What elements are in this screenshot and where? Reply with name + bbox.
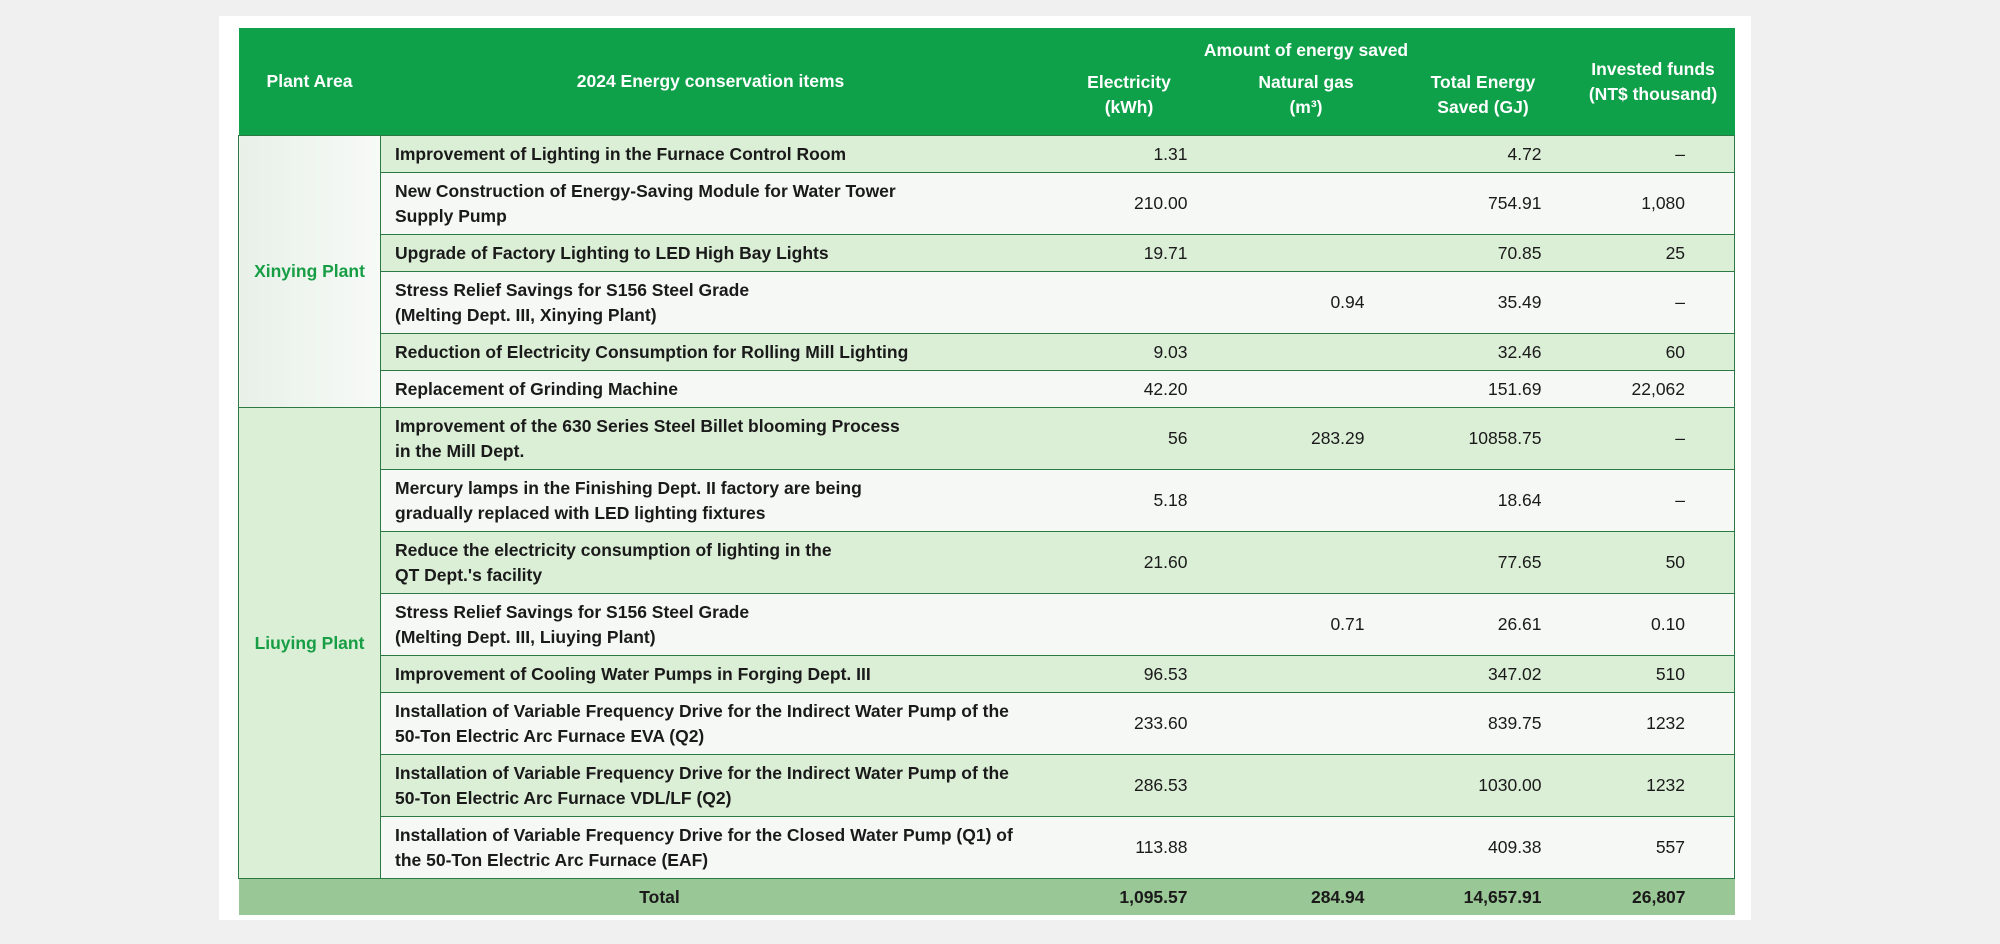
table-row	[239, 594, 1735, 656]
total-energy-value: 151.69	[1395, 371, 1572, 408]
natural-gas-value	[1218, 755, 1395, 817]
total-energy-value: 35.49	[1395, 272, 1572, 334]
total-energy-value: 347.02	[1395, 656, 1572, 693]
invested-funds-value: 60	[1572, 334, 1735, 371]
total-energy: 14,657.91	[1395, 879, 1572, 916]
electricity-value: 19.71	[1041, 235, 1218, 272]
conservation-item: Improvement of Lighting in the Furnace Control Room	[381, 136, 1041, 173]
table-row	[239, 334, 1735, 371]
natural-gas-value	[1218, 173, 1395, 235]
plant-area-xinying: Xinying Plant	[239, 136, 381, 408]
natural-gas-value	[1218, 817, 1395, 879]
invested-funds-value: –	[1572, 408, 1735, 470]
header-plant-area: Plant Area	[239, 28, 381, 136]
header-total-energy: Total Energy Saved (GJ)	[1395, 63, 1572, 136]
total-energy-value: 4.72	[1395, 136, 1572, 173]
natural-gas-value	[1218, 656, 1395, 693]
invested-funds-value: 1232	[1572, 693, 1735, 755]
table-row	[239, 755, 1735, 817]
table-row	[239, 693, 1735, 755]
conservation-item: Replacement of Grinding Machine	[381, 371, 1041, 408]
electricity-value: 233.60	[1041, 693, 1218, 755]
electricity-value: 286.53	[1041, 755, 1218, 817]
total-row	[239, 879, 1735, 916]
invested-funds-value: –	[1572, 470, 1735, 532]
total-energy-value: 77.65	[1395, 532, 1572, 594]
table-row	[239, 235, 1735, 272]
electricity-value	[1041, 272, 1218, 334]
conservation-item: Upgrade of Factory Lighting to LED High Bay Lights	[381, 235, 1041, 272]
header-natural-gas: Natural gas (m³)	[1218, 63, 1395, 136]
natural-gas-value	[1218, 371, 1395, 408]
header-electricity: Electricity (kWh)	[1041, 63, 1218, 136]
natural-gas-value: 283.29	[1218, 408, 1395, 470]
total-energy-value: 10858.75	[1395, 408, 1572, 470]
invested-funds-value: 510	[1572, 656, 1735, 693]
electricity-value: 21.60	[1041, 532, 1218, 594]
conservation-item: Improvement of Cooling Water Pumps in Forging Dept. III	[381, 656, 1041, 693]
natural-gas-value	[1218, 334, 1395, 371]
table-body	[239, 136, 1735, 916]
natural-gas-value	[1218, 693, 1395, 755]
invested-funds-value: –	[1572, 136, 1735, 173]
natural-gas-value: 0.71	[1218, 594, 1395, 656]
header-amount-saved: Amount of energy saved	[1041, 28, 1572, 63]
header-items: 2024 Energy conservation items	[381, 28, 1041, 136]
total-energy-value: 32.46	[1395, 334, 1572, 371]
table-row	[239, 136, 1735, 173]
total-energy-value: 70.85	[1395, 235, 1572, 272]
invested-funds-value: 0.10	[1572, 594, 1735, 656]
total-invested-funds: 26,807	[1572, 879, 1735, 916]
total-energy-value: 1030.00	[1395, 755, 1572, 817]
total-label: Total	[239, 879, 1041, 916]
total-energy-value: 839.75	[1395, 693, 1572, 755]
table-row	[239, 532, 1735, 594]
electricity-value: 96.53	[1041, 656, 1218, 693]
total-energy-value: 754.91	[1395, 173, 1572, 235]
total-energy-value: 18.64	[1395, 470, 1572, 532]
table-header	[239, 28, 1735, 136]
natural-gas-value	[1218, 532, 1395, 594]
invested-funds-value: –	[1572, 272, 1735, 334]
invested-funds-value: 557	[1572, 817, 1735, 879]
electricity-value: 5.18	[1041, 470, 1218, 532]
total-natural-gas: 284.94	[1218, 879, 1395, 916]
invested-funds-value: 1,080	[1572, 173, 1735, 235]
electricity-value: 9.03	[1041, 334, 1218, 371]
table-row	[239, 272, 1735, 334]
natural-gas-value	[1218, 235, 1395, 272]
electricity-value: 1.31	[1041, 136, 1218, 173]
conservation-item: Installation of Variable Frequency Drive for the Closed Water Pump (Q1) of the 50-Ton Electric Arc Furnace (EAF)	[381, 817, 1041, 879]
conservation-item: Installation of Variable Frequency Drive for the Indirect Water Pump of the 50-Ton Electric Arc Furnace VDL/LF (Q2)	[381, 755, 1041, 817]
invested-funds-value: 25	[1572, 235, 1735, 272]
table-row	[239, 817, 1735, 879]
total-energy-value: 409.38	[1395, 817, 1572, 879]
natural-gas-value	[1218, 470, 1395, 532]
conservation-item: Reduction of Electricity Consumption for Rolling Mill Lighting	[381, 334, 1041, 371]
electricity-value: 210.00	[1041, 173, 1218, 235]
invested-funds-value: 50	[1572, 532, 1735, 594]
conservation-item: Stress Relief Savings for S156 Steel Grade (Melting Dept. III, Xinying Plant)	[381, 272, 1041, 334]
conservation-item: Reduce the electricity consumption of lighting in the QT Dept.'s facility	[381, 532, 1041, 594]
conservation-item: Installation of Variable Frequency Drive for the Indirect Water Pump of the 50-Ton Electric Arc Furnace EVA (Q2)	[381, 693, 1041, 755]
electricity-value: 56	[1041, 408, 1218, 470]
total-energy-value: 26.61	[1395, 594, 1572, 656]
table-row	[239, 173, 1735, 235]
natural-gas-value: 0.94	[1218, 272, 1395, 334]
table-row	[239, 656, 1735, 693]
plant-area-liuying: Liuying Plant	[239, 408, 381, 879]
conservation-item: Mercury lamps in the Finishing Dept. II factory are being gradually replaced with LED lighting fixtures	[381, 470, 1041, 532]
invested-funds-value: 1232	[1572, 755, 1735, 817]
total-electricity: 1,095.57	[1041, 879, 1218, 916]
conservation-item: New Construction of Energy-Saving Module for Water Tower Supply Pump	[381, 173, 1041, 235]
header-invested-funds: Invested funds (NT$ thousand)	[1572, 28, 1735, 136]
electricity-value	[1041, 594, 1218, 656]
electricity-value: 42.20	[1041, 371, 1218, 408]
invested-funds-value: 22,062	[1572, 371, 1735, 408]
natural-gas-value	[1218, 136, 1395, 173]
conservation-item: Stress Relief Savings for S156 Steel Grade (Melting Dept. III, Liuying Plant)	[381, 594, 1041, 656]
energy-conservation-table	[238, 28, 1735, 915]
table-row	[239, 371, 1735, 408]
electricity-value: 113.88	[1041, 817, 1218, 879]
conservation-item: Improvement of the 630 Series Steel Billet blooming Process in the Mill Dept.	[381, 408, 1041, 470]
table-row	[239, 408, 1735, 470]
table-row	[239, 470, 1735, 532]
